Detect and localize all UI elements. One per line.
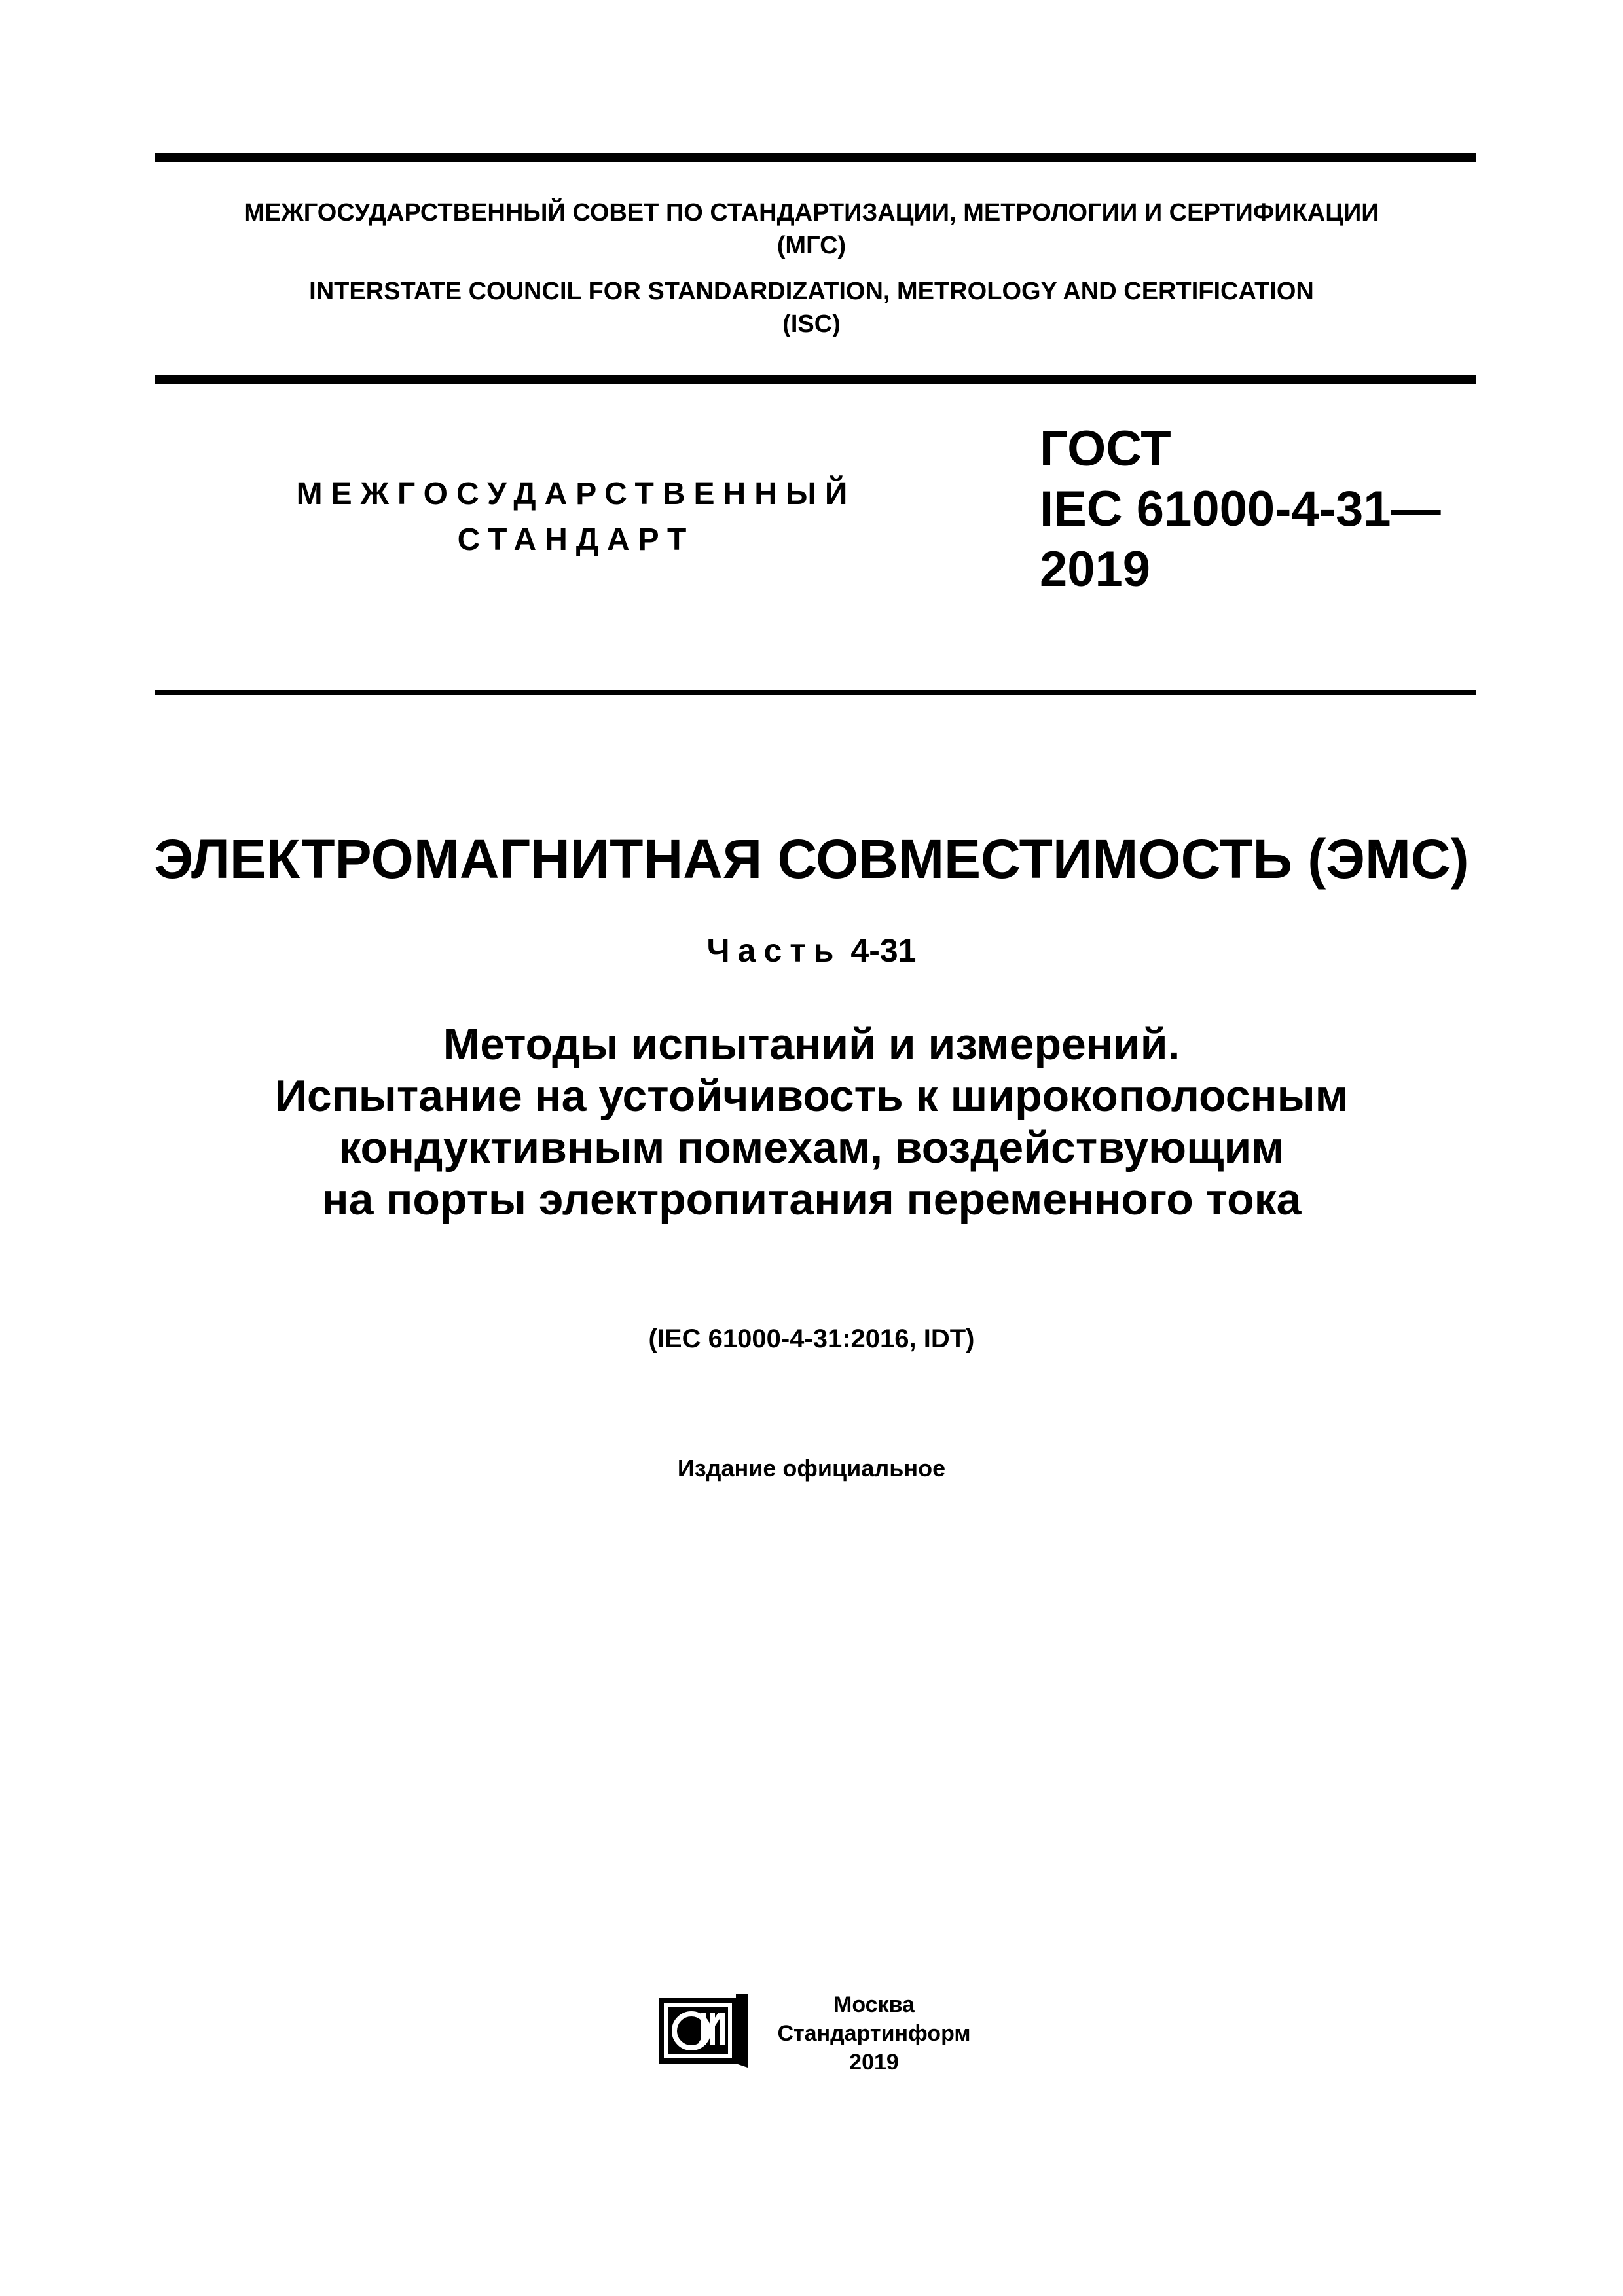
standard-id-line2: IEC 61000-4-31— <box>1040 481 1441 537</box>
council-name-en: INTERSTATE COUNCIL FOR STANDARDIZATION, METROLOGY AND CERTIFICATION <box>309 278 1314 305</box>
iec-reference: (IEC 61000-4-31:2016, IDT) <box>648 1324 975 1353</box>
publisher-name: Стандартинформ <box>777 2021 971 2046</box>
standard-id-line1: ГОСТ <box>1040 421 1171 477</box>
part-word: Часть <box>706 932 842 969</box>
subtitle-line: Методы испытаний и измерений. <box>443 1019 1180 1069</box>
standard-kind-line1: МЕЖГОСУДАРСТВЕННЫЙ <box>296 477 856 511</box>
header-bottom-rule <box>155 375 1476 384</box>
publisher-city: Москва <box>833 1992 915 2017</box>
council-name-ru: МЕЖГОСУДАРСТВЕННЫЙ СОВЕТ ПО СТАНДАРТИЗАЦИИ, МЕТРОЛОГИИ И СЕРТИФИКАЦИИ <box>244 199 1379 227</box>
document-subtitle <box>0 1019 1623 1226</box>
part-label <box>0 930 1623 972</box>
council-abbr-en: (ISC) <box>782 310 841 338</box>
part-number: 4-31 <box>850 932 917 969</box>
edition-note: Издание официальное <box>677 1455 946 1482</box>
subtitle-line: Испытание на устойчивость к широкополосным <box>275 1071 1348 1121</box>
standard-designation <box>1040 419 1498 600</box>
standard-kind <box>288 471 864 563</box>
publisher-info <box>766 1990 982 2077</box>
document-title: ЭЛЕКТРОМАГНИТНАЯ СОВМЕСТИМОСТЬ (ЭМС) <box>154 828 1469 890</box>
designation-bottom-rule <box>155 690 1476 695</box>
council-abbr-ru: (МГС) <box>776 232 847 259</box>
standard-kind-line2: СТАНДАРТ <box>457 522 695 557</box>
subtitle-line: кондуктивным помехам, воздействующим <box>338 1123 1285 1173</box>
standartinform-logo-icon <box>657 1994 748 2068</box>
publisher-year: 2019 <box>849 2050 899 2075</box>
subtitle-line: на порты электропитания переменного тока <box>321 1175 1302 1224</box>
standard-id-line3: 2019 <box>1040 541 1151 597</box>
top-rule <box>155 153 1476 162</box>
